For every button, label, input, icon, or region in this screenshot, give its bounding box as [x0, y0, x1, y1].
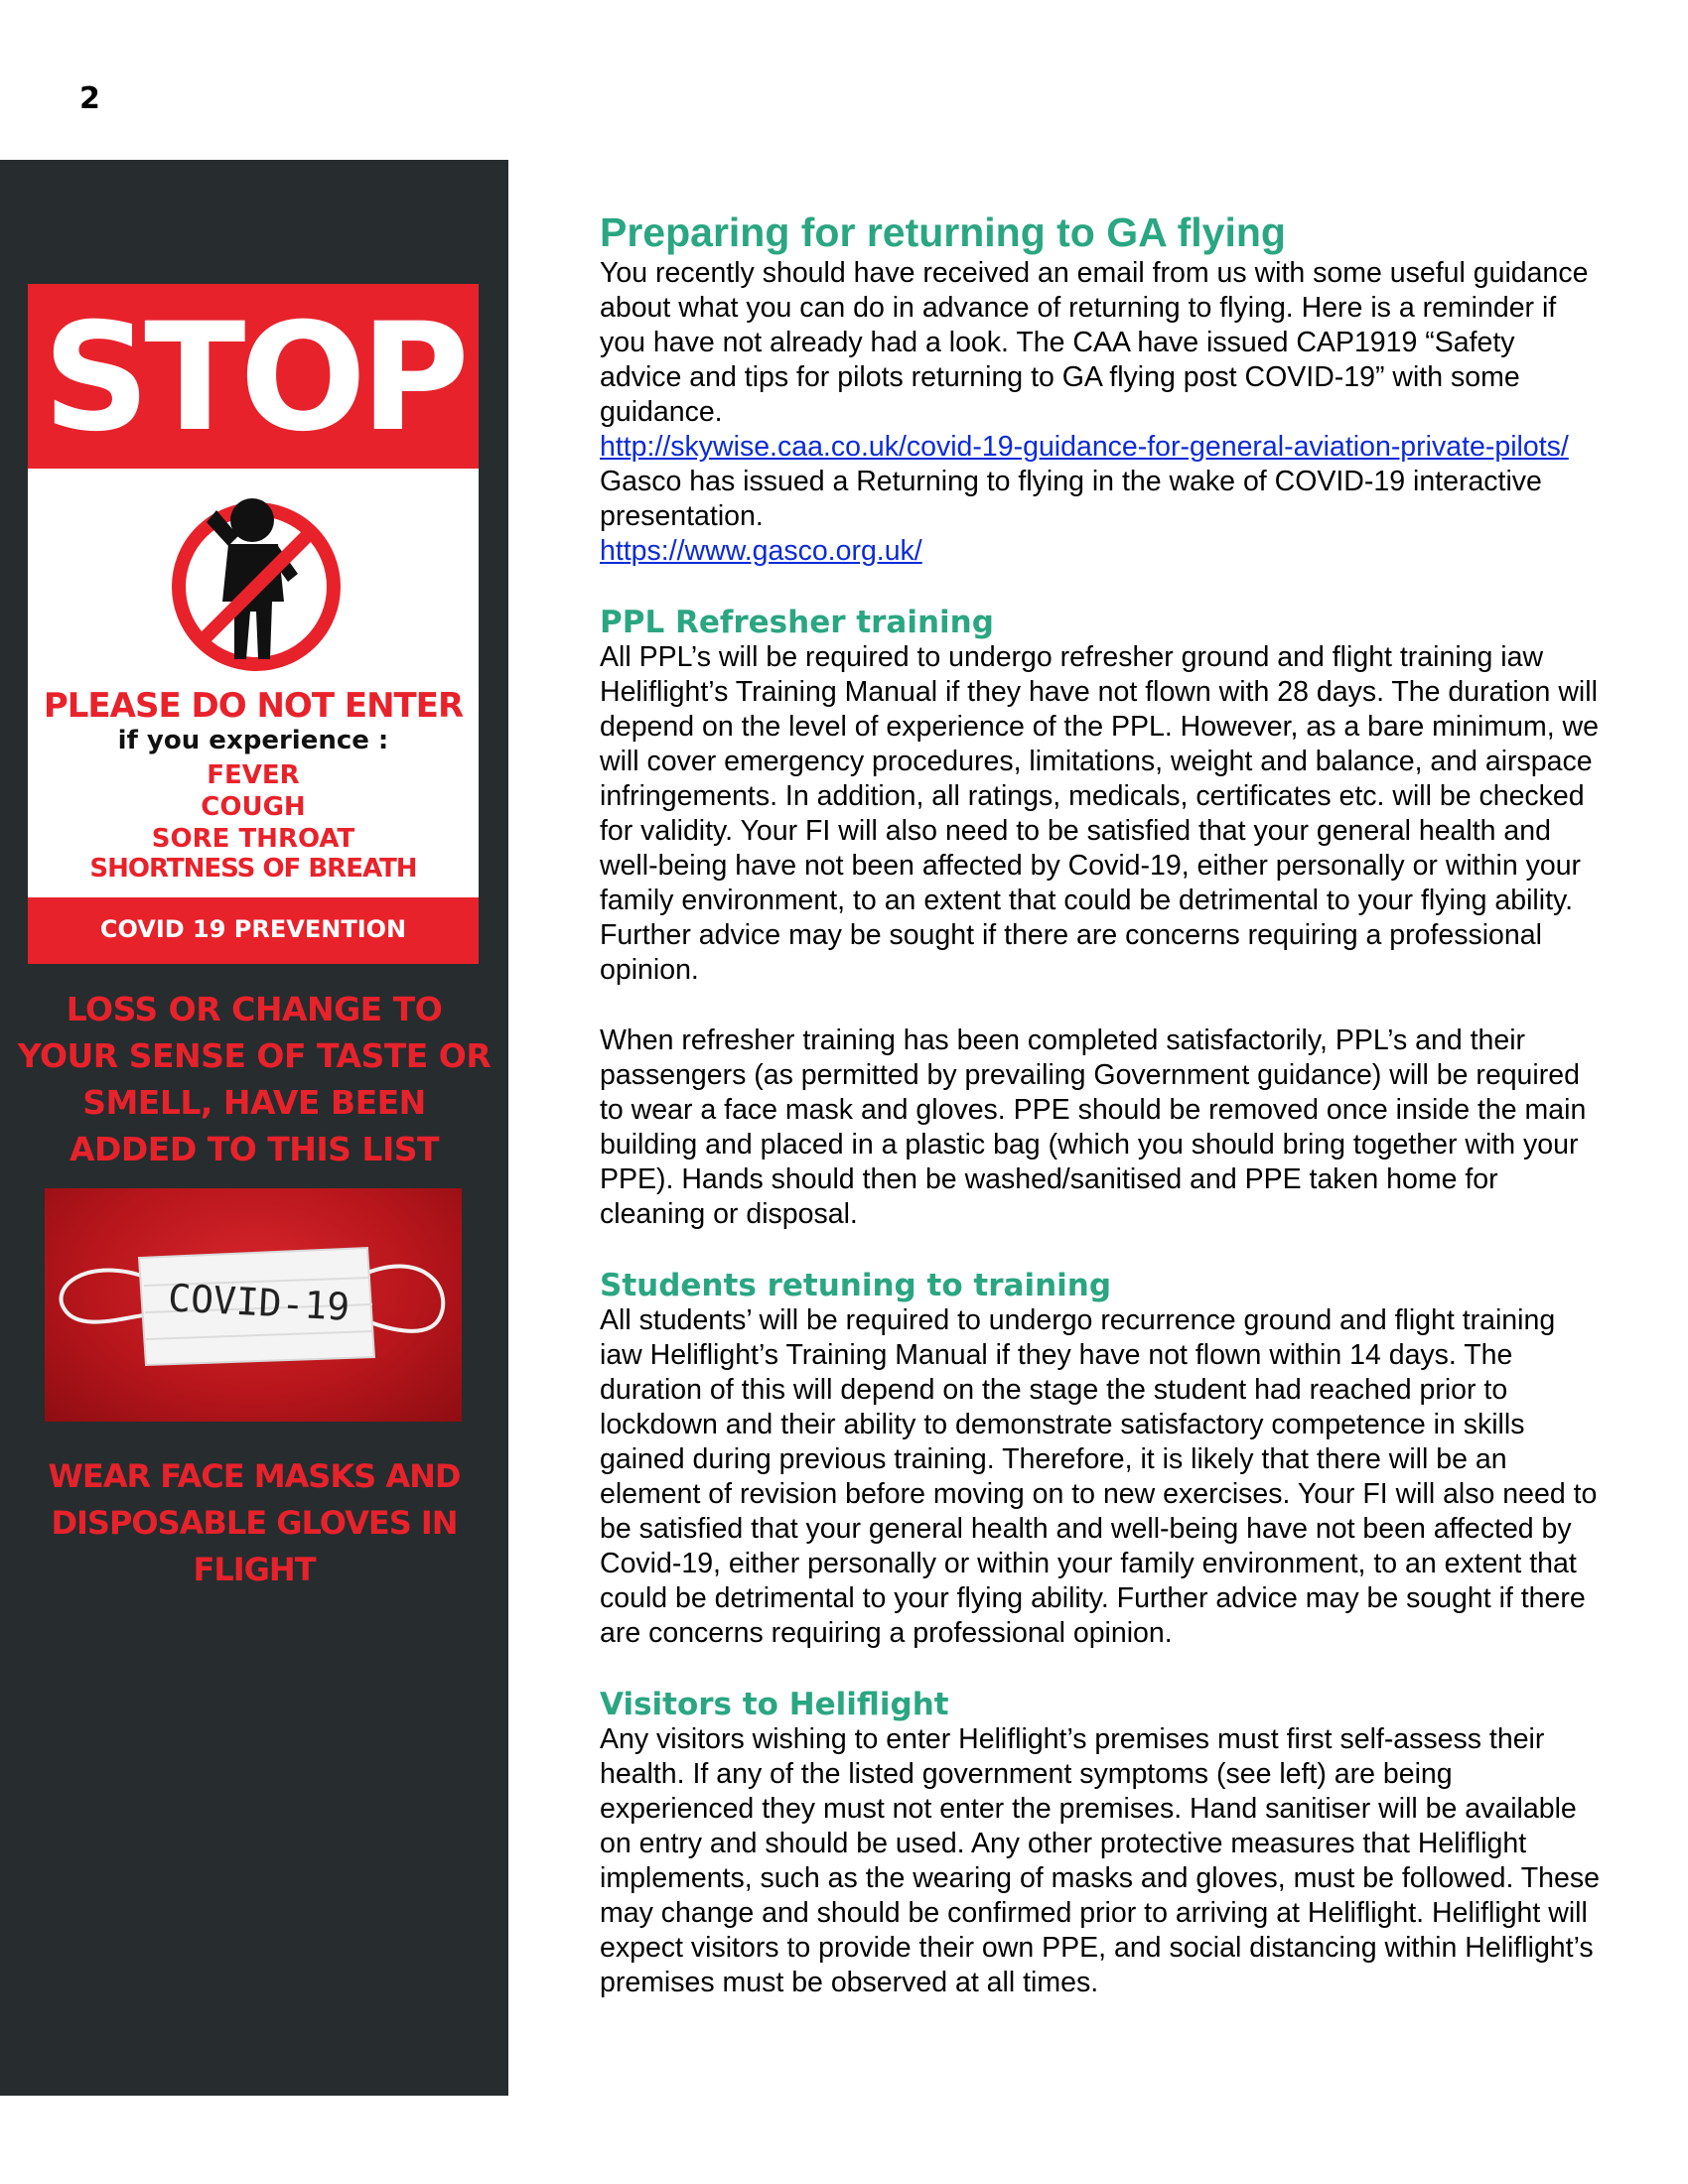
symptom-cough: COUGH	[201, 792, 306, 822]
symptom-fever: FEVER	[207, 760, 300, 790]
face-mask-icon	[45, 1188, 462, 1422]
section-title-ppl-refresher: PPL Refresher training	[600, 605, 994, 640]
paragraph-gasco: Gasco has issued a Returning to flying in the wake of COVID-19 interactive presentation.	[600, 466, 1542, 532]
section-title-students: Students retuning to training	[600, 1268, 1112, 1303]
paragraph-returning-intro: You recently should have received an email from us with some useful guidance about what you can do in advance of returning to flying. Here is a reminder if you have not already had a look. The CAA have issued CAP1919 “Safety advice and tips for pilots returning to GA flying post COVID-19” with some guidance.	[600, 257, 1589, 428]
taste-smell-notice: LOSS OR CHANGE TO YOUR SENSE OF TASTE OR SMELL, HAVE BEEN ADDED TO THIS LIST	[17, 990, 492, 1168]
if-you-experience-text: if you experience :	[117, 726, 389, 755]
main-content	[600, 208, 1603, 2000]
face-mask-photo	[45, 1188, 462, 1422]
face-mask-notice: WEAR FACE MASKS AND DISPOSABLE GLOVES IN FLIGHT	[48, 1457, 461, 1588]
section-title-returning: Preparing for returning to GA flying	[600, 209, 1286, 255]
symptom-shortness-of-breath: SHORTNESS OF BREATH	[89, 854, 417, 884]
page-number: 2	[79, 81, 100, 116]
no-entry-person-icon	[167, 482, 346, 681]
stop-poster	[28, 284, 479, 964]
paragraph-students: All students’ will be required to undergo recurrence ground and flight training iaw Heliflight’s Training Manual if they have not flown within 14 days. The duration of this will depend on the stage the student had reached prior to lockdown and their ability to demonstrate satisfactory competence in skills gained during previous training. Therefore, it is likely that there will be an element of revision before moving on to new exercises. Your FI will also need to be satisfied that your general health and well-being have not been affected by Covid-19, either personally or within your family environment, to an extent that could be detrimental to your flying ability. Further advice may be sought if there are concerns requiring a professional opinion.	[600, 1304, 1598, 1649]
do-not-enter-text: PLEASE DO NOT ENTER	[43, 686, 464, 726]
gasco-link[interactable]: https://www.gasco.org.uk/	[600, 535, 922, 567]
section-title-visitors: Visitors to Heliflight	[600, 1687, 949, 1722]
poster-footer-text: COVID 19 PREVENTION	[99, 915, 407, 943]
poster-footer-banner	[28, 897, 479, 964]
paragraph-ppl-refresher: All PPL’s will be required to undergo refresher ground and flight training iaw Heliflight’s Training Manual if they have not flown with 28 days. The duration will depend on the level of experience of the PPL. However, as a bare minimum, we will cover emergency procedures, limitations, weight and balance, and airspace infringements. In addition, all ratings, medicals, certificates etc. will be checked for validity. Your FI will also need to be satisfied that your general health and well-being have not been affected by Covid-19, either personally or within your family environment, to an extent that could be detrimental to your flying ability. Further advice may be sought if there are concerns requiring a professional opinion.	[600, 641, 1599, 986]
stop-banner	[28, 284, 479, 469]
symptom-sore-throat: SORE THROAT	[151, 824, 355, 854]
stop-heading: STOP	[43, 292, 464, 465]
sidebar-panel	[0, 160, 508, 2096]
mask-label: COVID-19	[167, 1276, 352, 1329]
paragraph-visitors: Any visitors wishing to enter Heliflight’s premises must first self-assess their health. If any of the listed government symptoms (see left) are being experienced they must not enter the premises. Hand sanitiser will be available on entry and should be used. Any other protective measures that Heliflight implements, such as the wearing of masks and gloves, must be followed. These may change and should be confirmed prior to arriving at Heliflight. Heliflight will expect visitors to provide their own PPE, and social distancing within Heliflight’s premises must be observed at all times.	[600, 1723, 1600, 1998]
paragraph-ppl-ppe: When refresher training has been completed satisfactorily, PPL’s and their passengers (as permitted by prevailing Government guidance) will be required to wear a face mask and gloves. PPE should be removed once inside the main building and placed in a plastic bag (which you should bring together with your PPE). Hands should then be washed/sanitised and PPE taken home for cleaning or disposal.	[600, 1024, 1587, 1230]
caa-guidance-link[interactable]: http://skywise.caa.co.uk/covid-19-guidance-for-general-aviation-private-pilots/	[600, 431, 1569, 463]
